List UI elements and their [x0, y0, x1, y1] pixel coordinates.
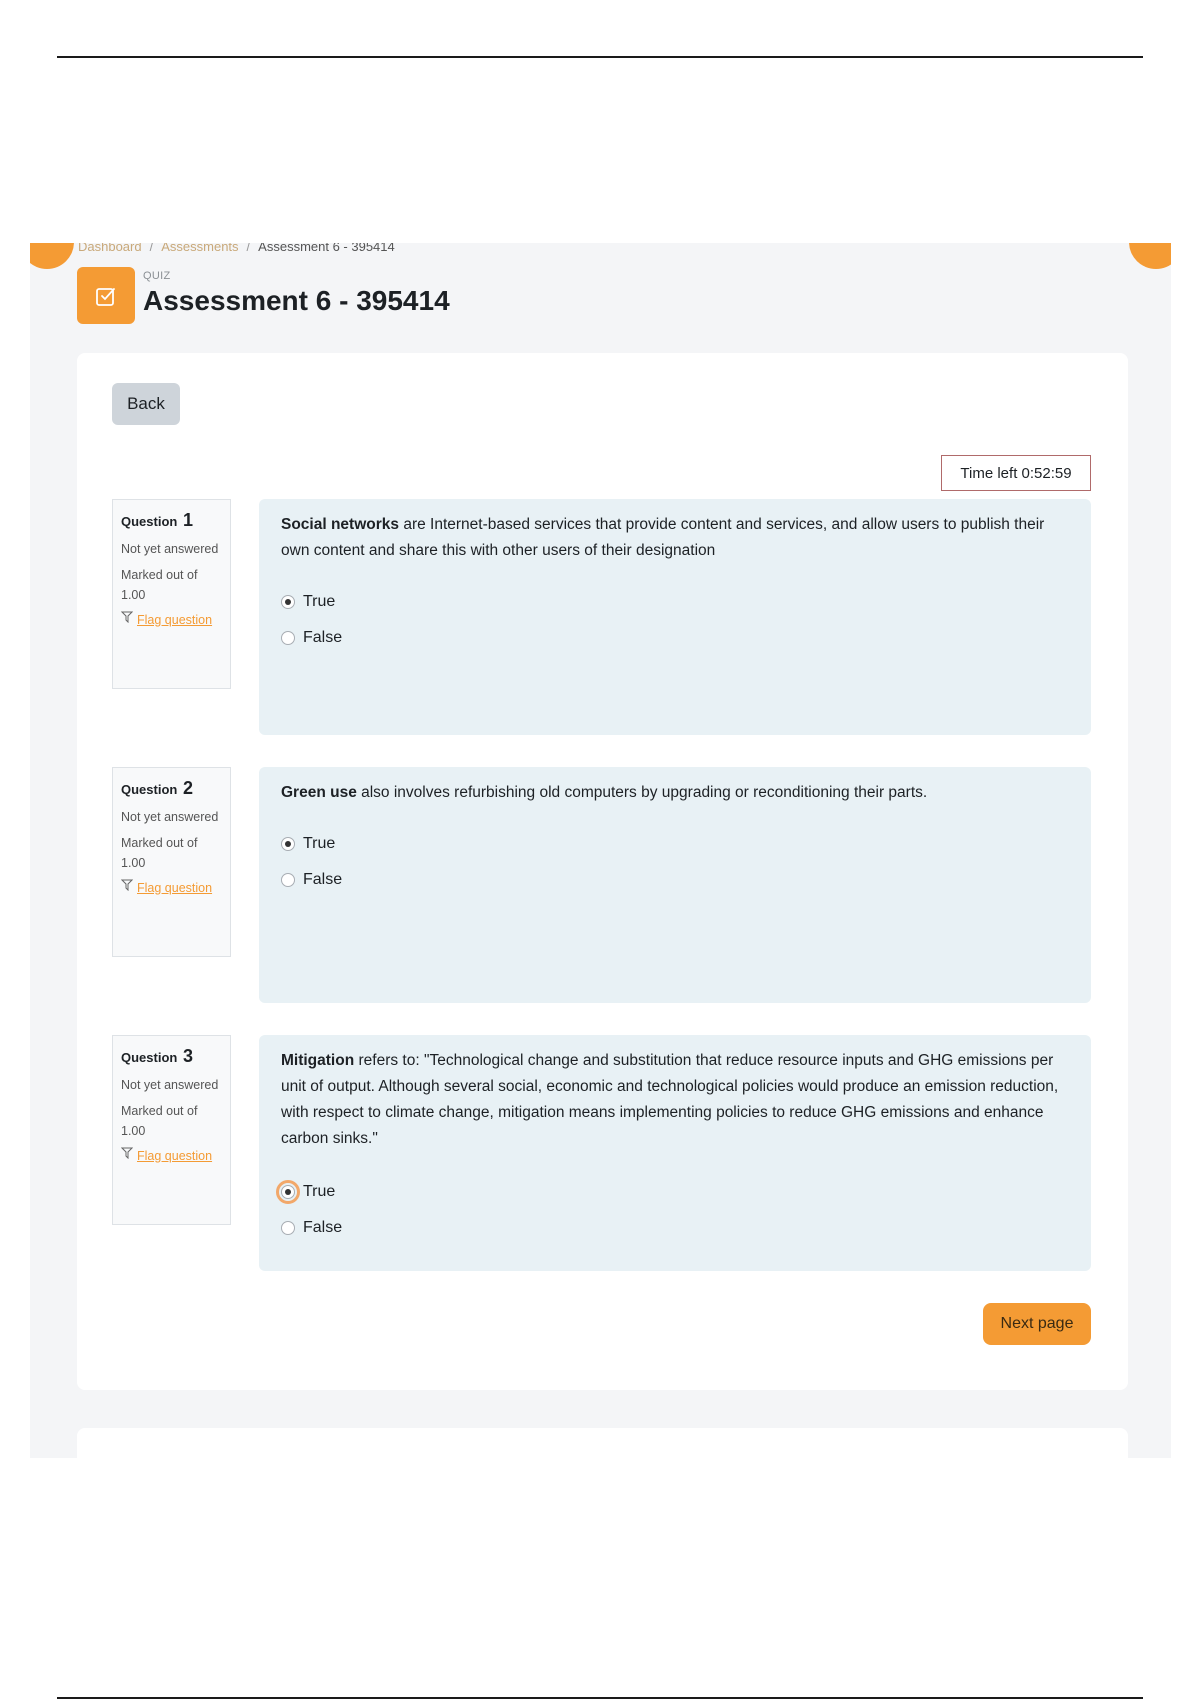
radio-false[interactable] [281, 631, 295, 645]
radio-true[interactable] [281, 595, 295, 609]
flag-question[interactable] [121, 1147, 222, 1166]
option-label: True [303, 835, 336, 852]
flag-icon [121, 611, 133, 623]
breadcrumb-item[interactable]: Dashboard [78, 243, 142, 254]
question-term: Social networks [281, 516, 400, 533]
question-number [121, 1046, 222, 1067]
flag-question[interactable] [121, 879, 222, 898]
document-bottom-rule [57, 1697, 1143, 1699]
flag-question-link[interactable]: Flag question [137, 1149, 213, 1163]
option-label: False [303, 871, 343, 888]
question-grade: Marked out of 1.00 [121, 836, 198, 870]
decorative-corner-left [30, 243, 74, 269]
option-false[interactable] [281, 1210, 1069, 1246]
time-left-box: Time left 0:52:59 [941, 455, 1091, 491]
answer-options [281, 826, 1069, 898]
question-label: Question [121, 1050, 178, 1065]
question-number [121, 510, 222, 531]
next-page-button[interactable]: Next page [983, 1303, 1091, 1345]
document-top-rule [57, 56, 1143, 58]
option-label: True [303, 1183, 336, 1200]
breadcrumb-current: Assessment 6 - 395414 [258, 243, 395, 254]
breadcrumb-separator: / [149, 243, 154, 254]
radio-true[interactable] [281, 837, 295, 851]
breadcrumb [78, 243, 395, 254]
quiz-navigation-card [77, 1428, 1128, 1458]
breadcrumb-item[interactable]: Assessments [161, 243, 239, 254]
question-term: Mitigation [281, 1052, 355, 1069]
question-content-1 [259, 499, 1091, 735]
option-false[interactable] [281, 862, 1069, 898]
question-text [281, 1048, 1069, 1152]
question-text [281, 780, 1069, 806]
question-content-3 [259, 1035, 1091, 1271]
question-number-value: 1 [182, 510, 193, 530]
option-label: False [303, 1219, 343, 1236]
option-true[interactable] [281, 1174, 1069, 1210]
question-term: Green use [281, 784, 357, 801]
question-info-2 [112, 767, 231, 957]
option-label: False [303, 629, 343, 646]
radio-true[interactable] [281, 1185, 295, 1199]
question-label: Question [121, 782, 178, 797]
question-body: also involves refurbishing old computers by upgrading or reconditioning their parts. [356, 784, 928, 801]
question-grade: Marked out of 1.00 [121, 1104, 198, 1138]
question-label: Question [121, 514, 178, 529]
option-label: True [303, 593, 336, 610]
question-body: are Internet-based services that provide content and services, and allow users to publish their own content and share this with other users of their designation [281, 516, 1045, 559]
breadcrumb-separator: / [246, 243, 251, 254]
answer-options [281, 584, 1069, 656]
question-text [281, 512, 1069, 564]
page-title: Assessment 6 - 395414 [143, 285, 450, 316]
flag-icon [121, 1147, 133, 1159]
flag-question-link[interactable]: Flag question [137, 881, 213, 895]
question-state: Not yet answered [121, 810, 219, 824]
back-button[interactable]: Back [112, 383, 180, 425]
question-state: Not yet answered [121, 542, 219, 556]
question-number [121, 778, 222, 799]
question-info-3 [112, 1035, 231, 1225]
question-info-1 [112, 499, 231, 689]
activity-type-label: QUIZ [143, 270, 171, 282]
quiz-screenshot [30, 243, 1171, 1458]
question-state: Not yet answered [121, 1078, 219, 1092]
radio-false[interactable] [281, 873, 295, 887]
radio-false[interactable] [281, 1221, 295, 1235]
quiz-attempt-card [77, 353, 1128, 1390]
question-body: refers to: "Technological change and substitution that reduce resource inputs and GHG emissions per unit of output. Although several social, economic and technological policies would produce an emission reduction, with respect to climate change, mitigation means implementing policies to reduce GHG emissions and enhance carbon sinks." [281, 1052, 1059, 1147]
quiz-checkbox-icon [77, 267, 135, 324]
question-number-value: 2 [182, 778, 193, 798]
checkbox-icon [94, 284, 118, 308]
option-false[interactable] [281, 620, 1069, 656]
answer-options [281, 1174, 1069, 1246]
option-true[interactable] [281, 826, 1069, 862]
flag-icon [121, 879, 133, 891]
flag-question[interactable] [121, 611, 222, 630]
option-true[interactable] [281, 584, 1069, 620]
flag-question-link[interactable]: Flag question [137, 613, 213, 627]
question-grade: Marked out of 1.00 [121, 568, 198, 602]
question-content-2 [259, 767, 1091, 1003]
question-number-value: 3 [182, 1046, 193, 1066]
decorative-corner-right [1129, 243, 1171, 269]
